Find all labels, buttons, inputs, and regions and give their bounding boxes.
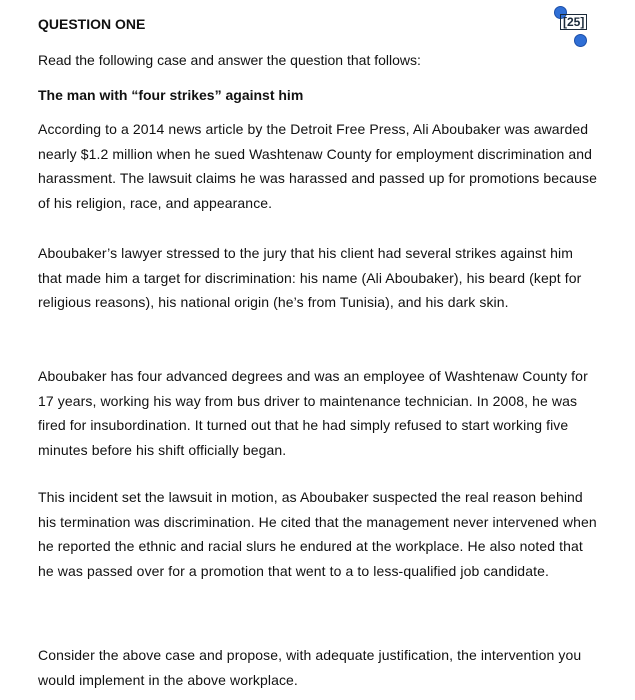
question-prompt: Consider the above case and propose, with adequate justification, the intervention you would implement in the above workplace. [38,647,582,688]
selection-end-handle[interactable] [574,34,587,47]
instruction-text: Read the following case and answer the question that follows: [38,52,421,68]
question-heading: QUESTION ONE [38,16,146,32]
marks-badge: [25] [560,14,587,30]
case-paragraph-3: Aboubaker has four advanced degrees and was an employee of Washtenaw County for 17 years, working his way from bus driver to maintenance technician. In 2008, he was fired for insubordination. It turned out that he had simply refused to start working five minutes before his shift officially began. [38,368,588,458]
case-paragraph-4: This incident set the lawsuit in motion, as Aboubaker suspected the real reason behind his termination was discrimination. He cited that the management never intervened when he reported the ethnic and racial slurs he endured at the workplace. He also noted that he was passed over for a promotion that went to a to less-qualified job candidate. [38,489,597,579]
case-title: The man with “four strikes” against him [38,87,304,103]
case-paragraph-1: According to a 2014 news article by the Detroit Free Press, Ali Aboubaker was awarded nearly $1.2 million when he sued Washtenaw County for employment discrimination and harassment. The lawsuit claims he was harassed and passed up for promotions because of his religion, race, and appearance. [38,121,598,211]
case-paragraph-2: Aboubaker’s lawyer stressed to the jury that his client had several strikes against him that made him a target for discrimination: his name (Ali Aboubaker), his beard (kept for religious reasons), his national origin (he’s from Tunisia), and his dark skin. [38,245,582,310]
